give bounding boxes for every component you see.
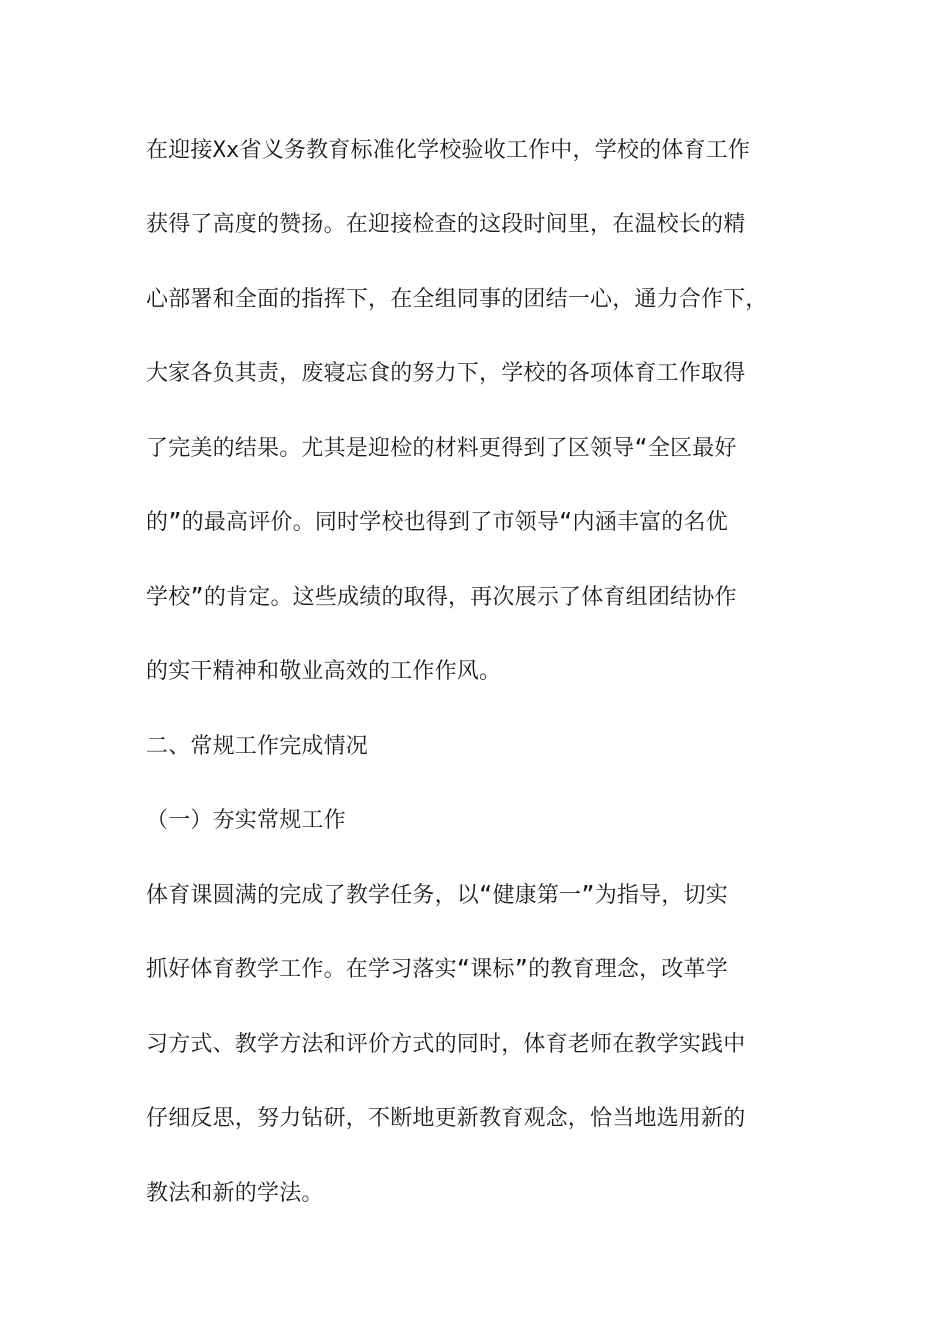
paragraph-2-line-5: 教法和新的学法。 — [146, 1181, 324, 1206]
paragraph-2-line-3: 习方式、教学方法和评价方式的同时，体育老师在教学实践中 — [146, 1032, 746, 1057]
paragraph-2-line-2: 抓好体育教学工作。在学习落实“课标”的教育理念，改革学 — [146, 957, 728, 982]
paragraph-1-line-2: 获得了高度的赞扬。在迎接检查的这段时间里，在温校长的精 — [146, 212, 746, 237]
subsection-heading: （一）夯实常规工作 — [146, 808, 346, 833]
paragraph-1-line-1: 在迎接Xx省义务教育标准化学校验收工作中，学校的体育工作 — [146, 138, 751, 163]
section-heading: 二、常规工作完成情况 — [146, 734, 369, 759]
paragraph-1-line-7: 学校”的肯定。这些成绩的取得，再次展示了体育组团结协作 — [146, 585, 737, 610]
paragraph-1-line-5: 了完美的结果。尤其是迎检的材料更得到了区领导“全区最好 — [146, 436, 737, 461]
paragraph-2-line-1: 体育课圆满的完成了教学任务，以“健康第一”为指导，切实 — [146, 883, 728, 908]
paragraph-1-line-8: 的实干精神和敬业高效的工作作风。 — [146, 659, 502, 684]
paragraph-1-line-3: 心部署和全面的指挥下，在全组同事的团结一心，通力合作下， — [146, 287, 768, 312]
paragraph-2-line-4: 仔细反思，努力钻研，不断地更新教育观念，恰当地选用新的 — [146, 1106, 746, 1131]
paragraph-1-line-4: 大家各负其责，废寝忘食的努力下，学校的各项体育工作取得 — [146, 361, 746, 386]
paragraph-1-line-6: 的”的最高评价。同时学校也得到了市领导“内涵丰富的名优 — [146, 510, 728, 535]
